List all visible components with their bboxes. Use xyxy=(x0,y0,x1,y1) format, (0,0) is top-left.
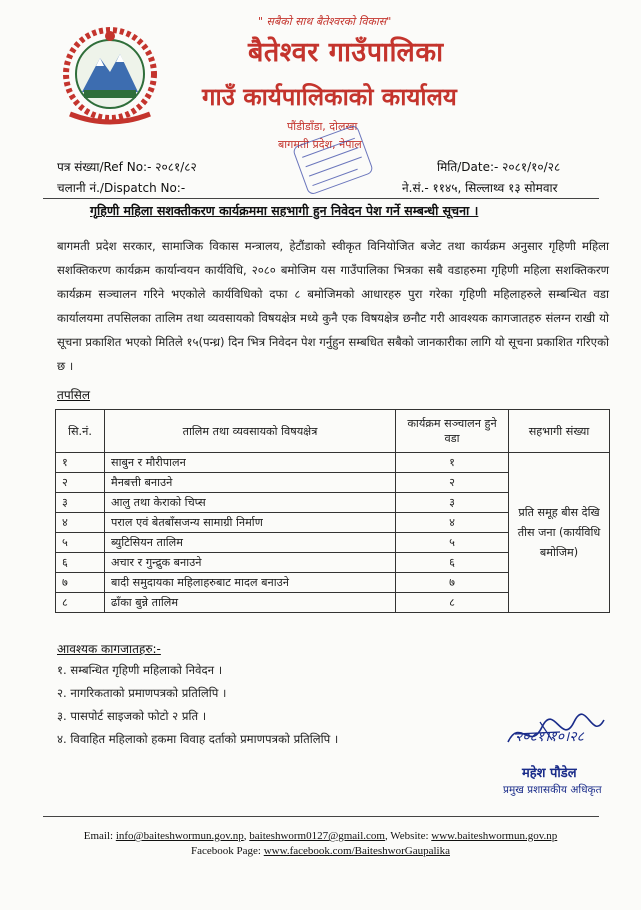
date-label: मिति/Date:- xyxy=(437,160,499,174)
row-serial: ४ xyxy=(56,513,105,533)
website-link[interactable]: www.baiteshwormun.gov.np xyxy=(431,830,558,842)
nepal-sambat-date: ने.सं.- ११४५, सिल्लाथ्व १३ सोमवार xyxy=(402,181,558,195)
row-ward: १ xyxy=(396,453,509,473)
row-ward: २ xyxy=(396,473,509,493)
footer-divider xyxy=(43,816,599,817)
address-line-1: पौंडीडाँडा, दोलखा xyxy=(287,120,358,133)
email-link-secondary[interactable]: baiteshworm0127@gmail.com xyxy=(249,830,385,842)
ref-label: पत्र संख्या/Ref No:- xyxy=(57,160,152,174)
row-topic: साबुन र मौरीपालन xyxy=(105,453,396,473)
row-topic: ब्युटिसियन तालिम xyxy=(105,533,396,553)
dispatch-number xyxy=(57,179,185,196)
signatory-title: प्रमुख प्रशासकीय अधिकृत xyxy=(503,784,602,796)
facebook-label: Facebook Page: xyxy=(191,845,261,857)
row-ward: ६ xyxy=(396,553,509,573)
nepal-emblem-logo xyxy=(60,22,160,132)
column-header-serial: सि.नं. xyxy=(56,410,105,453)
row-ward: ४ xyxy=(396,513,509,533)
documents-heading: आवश्यक कागजातहरु:- xyxy=(57,642,161,656)
address-line-2: बागमती प्रदेश, नेपाल xyxy=(278,138,362,151)
footer-contact: Email: info@baiteshwormun.gov.np, baiteshworm0127@gmail.com, Website: www.baiteshwormun.gov.np xyxy=(83,830,558,842)
row-topic: पराल एवं बेतबाँसजन्य सामाग्री निर्माण xyxy=(105,513,396,533)
row-topic: बादी समुदायका महिलाहरुबाट मादल बनाउने xyxy=(105,573,396,593)
document-item: ४. विवाहित महिलाको हकमा विवाह दर्ताको प्रमाणपत्रको प्रतिलिपि । xyxy=(57,732,339,746)
document-item: १. सम्बन्धित गृहिणी महिलाको निवेदन । xyxy=(57,663,223,677)
issue-date xyxy=(437,158,560,175)
column-header-participants: सहभागी संख्या xyxy=(509,410,610,453)
row-serial: ८ xyxy=(56,593,105,613)
row-ward: ७ xyxy=(396,573,509,593)
row-serial: २ xyxy=(56,473,105,493)
email-link-primary[interactable]: info@baiteshwormun.gov.np xyxy=(115,830,244,842)
row-ward: ५ xyxy=(396,533,509,553)
dispatch-label: चलानी नं./Dispatch No:- xyxy=(57,181,186,195)
row-serial: ३ xyxy=(56,493,105,513)
ref-number xyxy=(57,158,197,175)
website-label: Website: xyxy=(390,830,429,842)
row-topic: ढाँका बुन्ने तालिम xyxy=(105,593,396,613)
row-ward: ८ xyxy=(396,593,509,613)
notice-body: बागमती प्रदेश सरकार, सामाजिक विकास मन्त्रालय, हेटौंडाको स्वीकृत विनियोजित बजेट तथा कार्यक्रम अनुसार गृहिणी महिला सशक्तिकरण कार्यक्रम कार्यान्वयन कार्यविधि, २०८० बमोजिम यस गाउँपालिका भित्रका सबै वडाहरुमा गृहिणी महिला सशक्तिकरण कार्यक्रम सञ्चालन गरिने भएकोले कार्यविधिको दफा ८ बमोजिमको आधारहरु पुरा गरेका गृहिणी महिलाहरुले सम्बन्धित वडा कार्यालयमा तपसिलका तालिम तथा व्यवसायको विषयक्षेत्र मध्ये कुनै एक विषयक्षेत्र छनौट गरी आवश्यक कागजातहरु संलग्न राखी यो सूचना प्रकाशित भएको मितिले १५(पन्ध्र) दिन भित्र निवेदन पेश गर्नुहुन सम्बधित सबैको जानकारीका लागि यो सूचना प्रकाशित गरिएको छ । xyxy=(57,239,609,373)
row-ward: ३ xyxy=(396,493,509,513)
signatory-name: महेश पौडेल xyxy=(522,766,577,781)
row-topic: मैनबत्ती बनाउने xyxy=(105,473,396,493)
email-label: Email: xyxy=(83,830,114,842)
ref-value: २०८१/८२ xyxy=(155,160,197,174)
column-header-topic: तालिम तथा व्यवसायको विषयक्षेत्र xyxy=(105,410,396,453)
training-schedule-table xyxy=(55,409,610,613)
participants-cell: प्रति समूह बीस देखि तीस जना (कार्यविधि बमोजिम) xyxy=(509,453,610,613)
schedule-heading: तपसिल xyxy=(57,388,91,402)
motto: " सबैको साथ बैतेश्वरको विकास" xyxy=(258,15,392,28)
row-serial: १ xyxy=(56,453,105,473)
footer-social xyxy=(0,845,641,857)
column-header-ward: कार्यक्रम सञ्चालन हुने वडा xyxy=(396,410,509,453)
row-serial: ५ xyxy=(56,533,105,553)
document-item: ३. पासपोर्ट साइजको फोटो २ प्रति । xyxy=(57,709,207,723)
notice-subject: गृहिणी महिला सशक्तीकरण कार्यक्रममा सहभागी हुन निवेदन पेश गर्ने सम्बन्धी सूचना । xyxy=(90,203,479,218)
row-serial: ७ xyxy=(56,573,105,593)
signature-date: २०८१।१०।२८ xyxy=(515,729,584,745)
document-item: २. नागरिकताको प्रमाणपत्रको प्रतिलिपि । xyxy=(57,686,227,700)
row-topic: अचार र गुन्द्रुक बनाउने xyxy=(105,553,396,573)
table-row xyxy=(56,453,610,473)
table-header-row xyxy=(56,410,610,453)
facebook-link[interactable]: www.facebook.com/BaiteshworGaupalika xyxy=(263,845,450,857)
municipality-name: बैतेश्वर गाउँपालिका xyxy=(248,37,444,68)
row-serial: ६ xyxy=(56,553,105,573)
date-value: २०८१/१०/२८ xyxy=(502,160,561,174)
office-stamp xyxy=(293,125,373,195)
office-name: गाउँ कार्यपालिकाको कार्यालय xyxy=(202,83,457,111)
header-divider xyxy=(43,198,599,199)
row-topic: आलु तथा केराको चिप्स xyxy=(105,493,396,513)
